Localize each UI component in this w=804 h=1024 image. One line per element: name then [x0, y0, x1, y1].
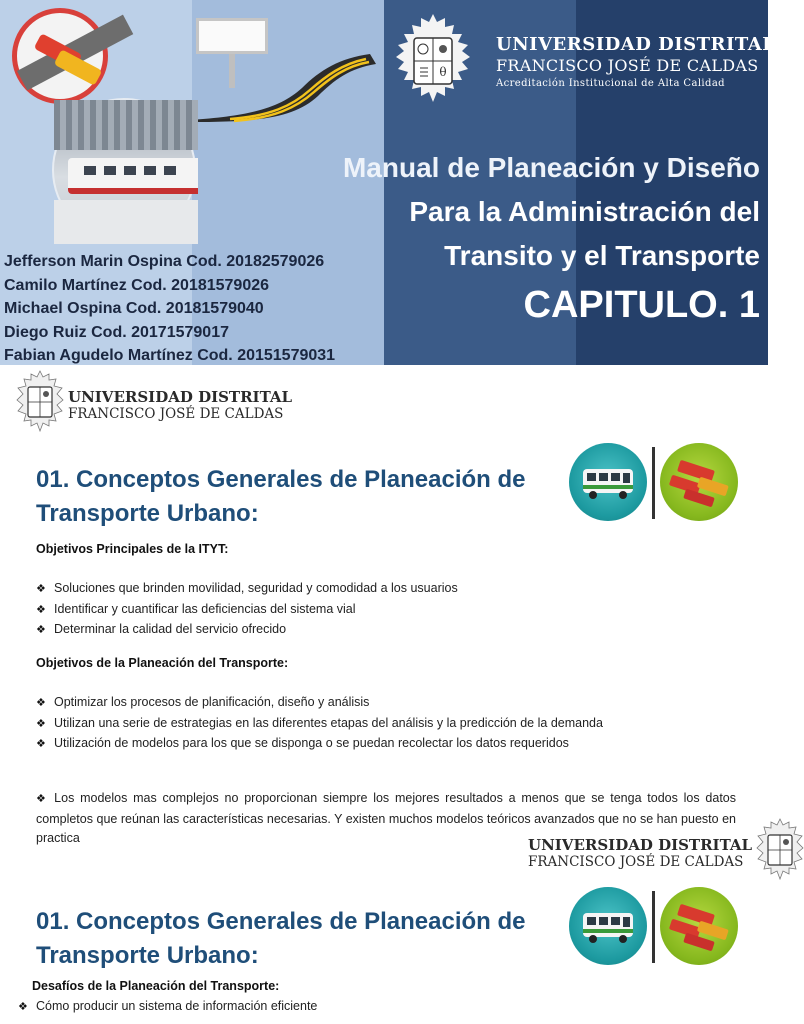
author-item: Camilo Martínez Cod. 20181579026: [4, 276, 270, 294]
section-heading: Objetivos de la Planeación del Transporte:: [36, 656, 289, 670]
university-seal-icon: [390, 10, 476, 110]
cover-title-line: Transito y el Transporte: [444, 240, 760, 271]
section-heading: Desafíos de la Planeación del Transporte:: [32, 979, 280, 993]
author-item: Jefferson Marin Ospina Cod. 20182579026: [4, 253, 325, 270]
logo-line2: FRANCISCO JOSÉ DE CALDAS: [528, 854, 744, 870]
bullet-icon: ❖: [36, 624, 46, 636]
chapter-label: CAPITULO. 1: [523, 284, 760, 326]
logo-line2: FRANCISCO JOSÉ DE CALDAS: [68, 406, 284, 422]
university-logo: [528, 817, 804, 889]
author-item: Michael Ospina Cod. 20181579040: [4, 300, 264, 317]
list-item: [36, 600, 458, 621]
list-item: [18, 997, 317, 1018]
city-bus-icon: [569, 443, 647, 521]
list-item-text: Cómo producir un sistema de información eficiente: [36, 999, 318, 1013]
brt-buses-icon: [660, 443, 738, 521]
bullet-icon: ❖: [36, 697, 46, 709]
bullet-icon: ❖: [36, 603, 46, 616]
university-name: [496, 34, 775, 89]
icon-divider: [652, 447, 655, 519]
slide-conceptos-1: [0, 365, 768, 857]
cover-title-line: Manual de Planeación y Diseño: [342, 152, 760, 183]
city-bus-icon: [569, 887, 647, 965]
list-item: [36, 734, 603, 755]
author-item: Fabian Agudelo Martínez Cod. 20151579031: [4, 347, 336, 364]
section-title: [36, 463, 526, 531]
list-item-text: Identificar y cuantificar las deficiencias del sistema vial: [54, 601, 356, 616]
bus-badge-icon: [12, 8, 108, 104]
list-item: [36, 693, 603, 714]
logo-line1: UNIVERSIDAD DISTRITAL: [68, 388, 293, 406]
objectives-list: [36, 579, 458, 641]
list-item-text: Optimizar los procesos de planificación, diseño y análisis: [54, 695, 370, 709]
bullet-icon: ❖: [36, 717, 46, 730]
author-item: Diego Ruiz Cod. 20171579017: [4, 323, 229, 341]
list-item-text: Soluciones que brinden movilidad, seguridad y comodidad a los usuarios: [54, 581, 458, 595]
cover-title-line: Para la Administración del: [409, 196, 760, 227]
train-station-photo: [52, 98, 196, 242]
bullet-icon: ❖: [36, 738, 46, 750]
university-seal-icon: [16, 369, 64, 441]
bullet-icon: ❖: [36, 793, 49, 805]
list-item: [36, 620, 458, 641]
list-item-text: Determinar la calidad del servicio ofrecido: [54, 622, 287, 636]
slide-conceptos-2: [0, 836, 768, 1024]
university-name-line1: UNIVERSIDAD DISTRITAL: [496, 34, 776, 55]
note-text: Los modelos mas complejos no proporcionan siempre los mejores resultados a menos que se tenga todos los datos completos que reúnan las características necesarias. Y existen muchos modelos teóricos avanzados que no se han puesto en practica: [36, 791, 736, 845]
list-item-text: Utilización de modelos para los que se disponga o se puedan recolectar los datos requeridos: [54, 736, 569, 750]
author-list: [4, 250, 335, 368]
section-title: [36, 905, 526, 973]
logo-line1: UNIVERSIDAD DISTRITAL: [528, 836, 753, 854]
planning-objectives-list: [36, 693, 603, 755]
bullet-icon: ❖: [18, 1001, 28, 1013]
university-logo: [16, 369, 292, 441]
university-name-line2: FRANCISCO JOSÉ DE CALDAS: [496, 56, 759, 75]
billboard-icon: [196, 18, 268, 54]
section-title-line: Transporte Urbano:: [36, 942, 259, 969]
icon-divider: [652, 891, 655, 963]
section-title-line: 01. Conceptos Generales de Planeación de: [36, 466, 526, 493]
list-item: [36, 714, 603, 735]
cover-slide: [0, 0, 776, 365]
university-seal-icon: [756, 817, 804, 889]
list-item: [36, 579, 458, 600]
challenges-list: [18, 997, 317, 1018]
section-title-line: 01. Conceptos Generales de Planeación de: [36, 908, 526, 935]
brt-buses-icon: [660, 887, 738, 965]
section-heading: Objetivos Principales de la ITYT:: [36, 542, 229, 556]
section-title-line: Transporte Urbano:: [36, 500, 259, 527]
svg-text:θ: θ: [439, 65, 447, 79]
list-item-text: Utilizan una serie de estrategias en las diferentes etapas del análisis y la predicción de la demanda: [54, 715, 603, 730]
university-accreditation: Acreditación Institucional de Alta Calidad: [496, 78, 725, 89]
road-icon: [190, 50, 380, 122]
cover-title: [343, 146, 760, 278]
bullet-icon: ❖: [36, 583, 46, 595]
